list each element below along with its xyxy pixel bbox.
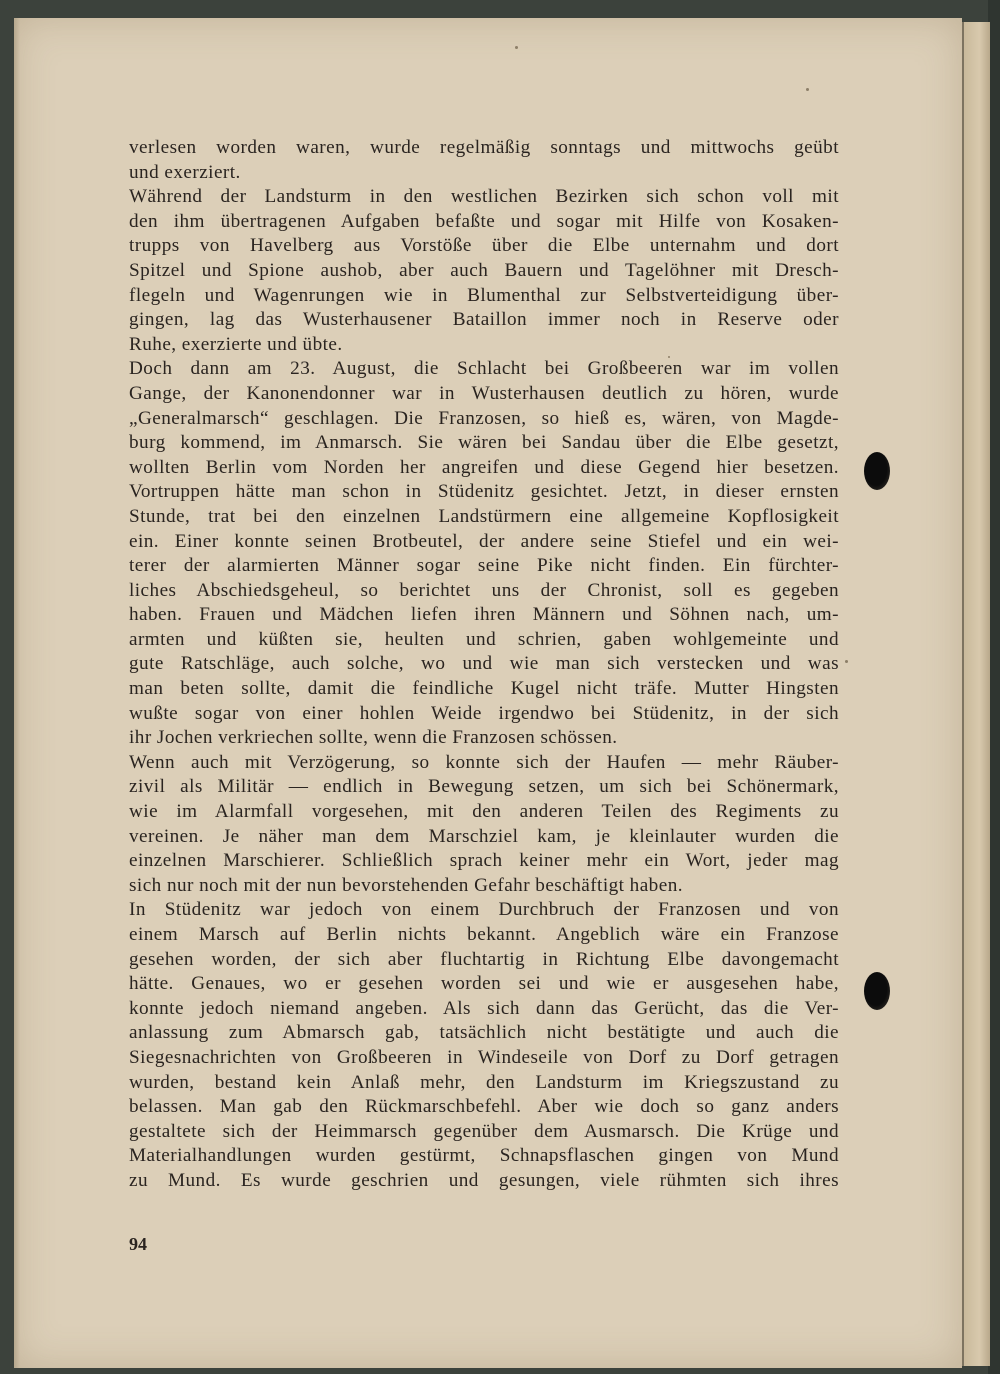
text-line: man beten sollte, damit die feindliche Kugel nicht träfe. Mutter Hingsten [129,678,839,700]
text-line: anlassung zum Abmarsch gab, tatsächlich nicht bestätigte und auch die [129,1022,839,1044]
text-line: Stunde, trat bei den einzelnen Landstürmern eine allgemeine Kopflosigkeit [129,505,839,527]
text-line: sich nur noch mit der nun bevorstehenden Gefahr beschäftigt haben. [129,874,683,896]
text-line: einem Marsch auf Berlin nichts bekannt. Angeblich wäre ein Franzose [129,924,839,945]
page-number: 94 [129,1234,147,1254]
text-line: belassen. Man gab den Rückmarschbefehl. Aber wie doch so ganz anders [129,1096,839,1118]
adjacent-page-edge [962,22,990,1366]
text-line: gingen, lag das Wusterhausener Bataillon immer noch in Reserve oder [129,309,839,331]
text-line: Wenn auch mit Verzögerung, so konnte sich der Haufen — mehr Räuber- [129,751,839,773]
paper-speck [515,46,518,49]
text-line: wurden, bestand kein Anlaß mehr, den Landsturm im Kriegszustand zu [129,1071,839,1093]
text-line: „Generalmarsch“ geschlagen. Die Franzosen, so hieß es, wären, von Magde- [129,407,839,429]
text-line: gesehen worden, der sich aber fluchtartig in Richtung Elbe davongemacht [129,948,839,970]
text-line: ihr Jochen verkriechen sollte, wenn die Franzosen schössen. [129,727,618,749]
text-line: haben. Frauen und Mädchen liefen ihren Männern und Söhnen nach, um- [129,604,839,626]
text-line: Materialhandlungen wurden gestürmt, Schnapsflaschen gingen von Mund [129,1145,839,1167]
text-line: burg kommend, im Anmarsch. Sie wären bei Sandau über die Elbe gesetzt, [129,432,839,454]
text-line: wußte sogar von einer hohlen Weide irgendwo bei Stüdenitz, in der sich [129,702,839,724]
text-line: zivil als Militär — endlich in Bewegung setzen, um sich bei Schönermark, [129,776,839,798]
text-line: Doch dann am 23. August, die Schlacht bei Großbeeren war im vollen [129,358,839,380]
text-line: liches Abschiedsgeheul, so berichtet uns der Chronist, soll es gegeben [129,579,839,601]
text-line: ein. Einer konnte seinen Brotbeutel, der andere seine Stiefel und ein wei- [129,530,839,552]
text-line: Gange, der Kanonendonner war in Wusterhausen deutlich zu hören, wurde [129,382,839,404]
text-line: vereinen. Je näher man dem Marschziel kam, je kleinlauter wurden die [129,825,839,847]
text-line: Ruhe, exerzierte und übte. [129,333,343,355]
text-line: gestaltete sich der Heimmarsch gegenüber dem Ausmarsch. Die Krüge und [129,1120,839,1142]
punch-hole [864,452,890,490]
paper-speck [845,660,848,663]
body-text [129,136,839,1194]
text-line: wie im Alarmfall vorgesehen, mit den anderen Teilen des Regiments zu [129,801,839,823]
text-line: gute Ratschläge, auch solche, wo und wie man sich verstecken und was [129,653,839,675]
text-line: den ihm übertragenen Aufgaben befaßte und sogar mit Hilfe von Kosaken- [129,210,839,232]
text-line: trupps von Havelberg aus Vorstöße über die Elbe unternahm und dort [129,235,839,257]
text-line: und exerziert. [129,161,241,183]
text-line: einzelnen Marschierer. Schließlich sprach keiner mehr ein Wort, jeder mag [129,850,839,872]
text-line: wollten Berlin vom Norden her angreifen und diese Gegend hier besetzen. [129,456,839,478]
text-line: armten und küßten sie, heulten und schrien, gaben wohlgemeinte und [129,628,839,650]
text-line: konnte jedoch niemand angeben. Als sich dann das Gerücht, das die Ver- [129,997,839,1019]
text-line: hätte. Genaues, wo er gesehen worden sei und wie er ausgesehen habe, [129,973,839,995]
text-line: Während der Landsturm in den westlichen Bezirken sich schon voll mit [129,186,839,208]
punch-hole [864,972,890,1010]
text-line: flegeln und Wagenrungen wie in Blumenthal zur Selbstverteidigung über- [129,284,839,306]
text-line: terer der alarmierten Männer sogar seine Pike nicht finden. Ein fürchter- [129,555,839,577]
text-line: Siegesnachrichten von Großbeeren in Windeseile von Dorf zu Dorf getragen [129,1046,839,1068]
text-line: Spitzel und Spione aushob, aber auch Bauern und Tagelöhner mit Dresch- [129,259,839,281]
text-line: zu Mund. Es wurde geschrien und gesungen, viele rühmten sich ihres [129,1169,839,1191]
text-line: In Stüdenitz war jedoch von einem Durchbruch der Franzosen und von [129,899,839,921]
paper-speck [806,88,809,91]
text-line: verlesen worden waren, wurde regelmäßig sonntags und mittwochs geübt [129,137,839,158]
text-line: Vortruppen hätte man schon in Stüdenitz gesichtet. Jetzt, in dieser ernsten [129,481,839,503]
page-shadow [14,18,20,1368]
